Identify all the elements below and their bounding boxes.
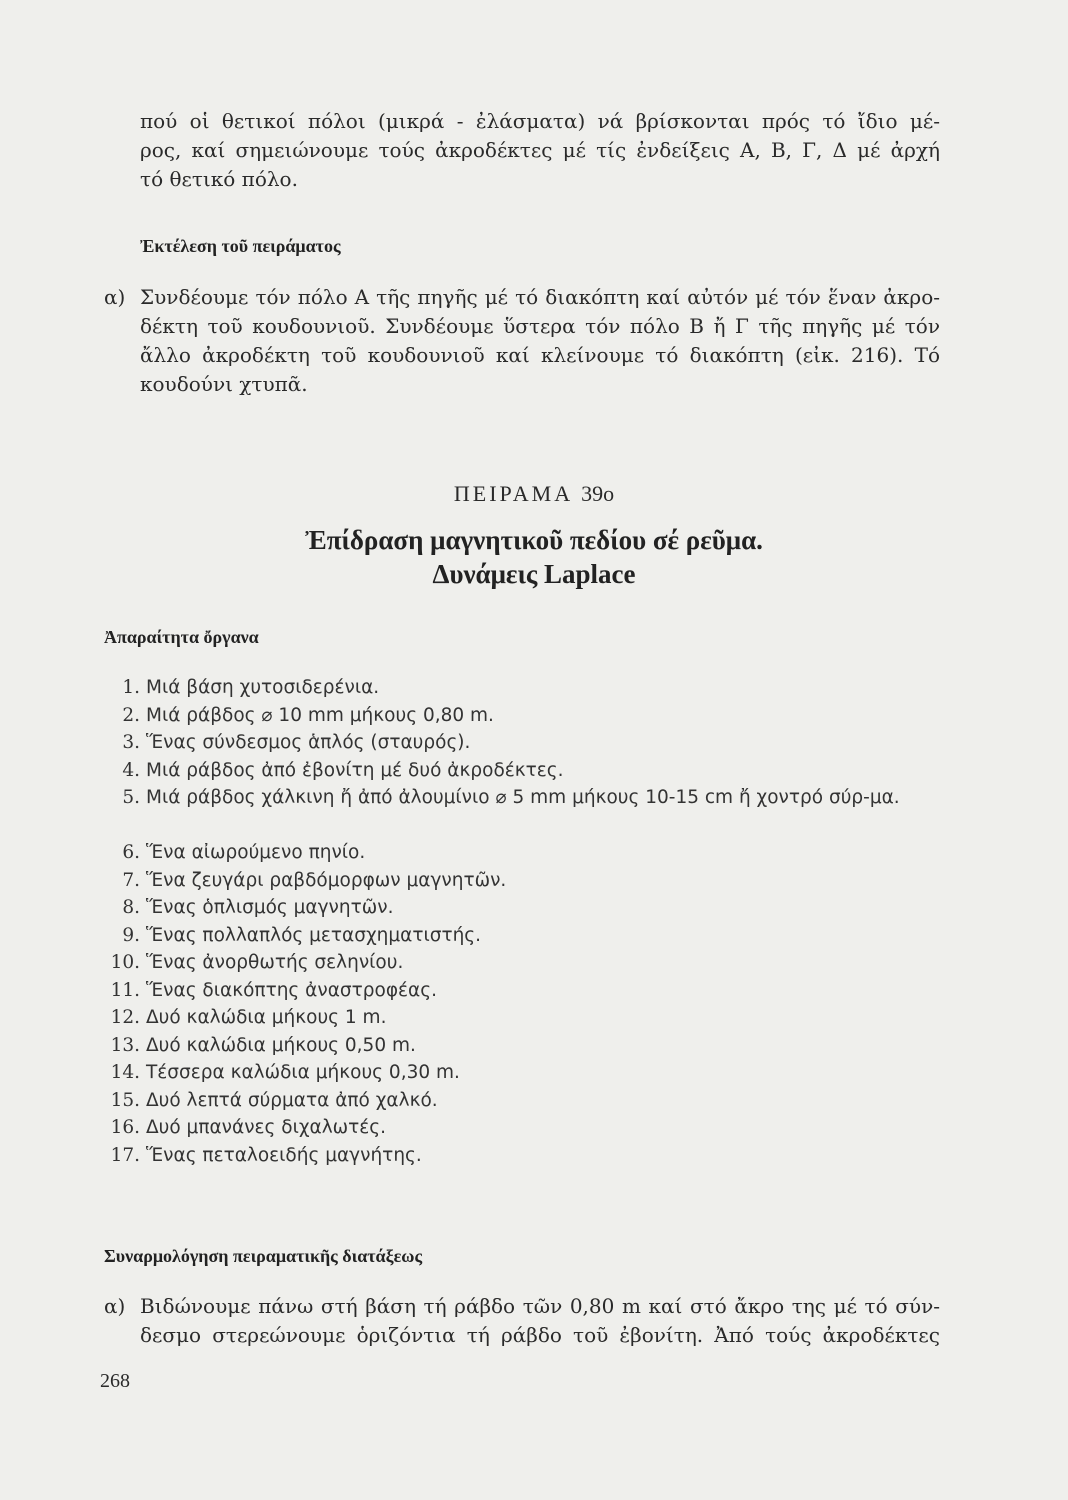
list-item: 5. Μιά ράβδος χάλκινη ἤ ἀπό ἀλουμίνιο ⌀ 5 mm μήκους 10-15 cm ἤ χοντρό σύρ-μα. <box>122 787 900 808</box>
section-heading-equipment: Ἀπαραίτητα ὄργανα <box>104 627 259 647</box>
list-item: 12. Δυό καλώδια μήκους 1 m. <box>110 1007 387 1028</box>
list-item: 3. Ἕνας σύνδεσμος ἁπλός (σταυρός). <box>122 732 471 753</box>
intro-paragraph <box>140 107 940 194</box>
text-line: τό θετικό πόλο. <box>140 167 298 191</box>
equipment-list <box>104 674 944 1169</box>
list-item: 7. Ἕνα ζευγάρι ραβδόμορφων μαγνητῶν. <box>122 869 507 891</box>
text-line: ρος, καί σημειώνουμε τούς ἀκροδέκτες μέ τίς ἐνδείξεις Α, Β, Γ, Δ μέ ἀρχή <box>140 138 940 162</box>
list-item: 14. Τέσσερα καλώδια μήκους 0,30 m. <box>110 1062 460 1083</box>
list-item: 17. Ἕνας πεταλοειδής μαγνήτης. <box>110 1144 422 1166</box>
experiment-subtitle-2: Δυνάμεις Laplace <box>432 559 636 589</box>
experiment-subtitle-1: Ἐπίδραση μαγνητικοῦ πεδίου σέ ρεῦμα. <box>305 525 763 555</box>
text-line: Βιδώνουμε πάνω στή βάση τή ράβδο τῶν 0,80 m καί στό ἄκρο της μέ τό σύν- <box>140 1294 940 1318</box>
page-number: 268 <box>100 1370 130 1392</box>
experiment-title-label: ΠΕΙΡΑΜΑ <box>453 481 574 506</box>
list-item: 8. Ἕνας ὁπλισμός μαγνητῶν. <box>122 897 394 918</box>
list-item: 15. Δυό λεπτά σύρματα ἀπό χαλκό. <box>110 1089 438 1111</box>
experiment-title <box>0 481 1068 507</box>
text-line: κουδούνι χτυπᾶ. <box>140 372 308 396</box>
step-label: α) <box>104 285 126 309</box>
list-item: 9. Ἕνας πολλαπλός μετασχηματιστής. <box>122 924 482 946</box>
step-label: α) <box>104 1294 126 1318</box>
section-heading-assembly: Συναρμολόγηση πειραματικῆς διατάξεως <box>104 1246 423 1266</box>
text-line: ἄλλο ἀκροδέκτη τοῦ κουδουνιοῦ καί κλείνουμε τό διακόπτη (εἰκ. 216). Τό <box>140 343 940 367</box>
list-item: 2. Μιά ράβδος ⌀ 10 mm μήκους 0,80 m. <box>122 704 494 726</box>
list-item: 11. Ἕνας διακόπτης ἀναστροφέας. <box>110 979 437 1001</box>
list-item: 13. Δυό καλώδια μήκους 0,50 m. <box>110 1034 416 1056</box>
list-item: 10. Ἕνας ἀνορθωτής σεληνίου. <box>110 952 404 973</box>
text-line: πού οἱ θετικοί πόλοι (μικρά - ἐλάσματα) νά βρίσκονται πρός τό ἴδιο μέ- <box>140 109 940 133</box>
experiment-number: 39ο <box>581 481 615 506</box>
section-heading-execution: Ἐκτέλεση τοῦ πειράματος <box>140 236 341 256</box>
text-line: δέκτη τοῦ κουδουνιοῦ. Συνδέουμε ὕστερα τόν πόλο Β ἤ Γ τῆς πηγῆς μέ τόν <box>140 314 940 338</box>
list-item: 1. Μιά βάση χυτοσιδερένια. <box>122 677 380 698</box>
list-item: 16. Δυό μπανάνες διχαλωτές. <box>110 1117 387 1138</box>
text-line: Συνδέουμε τόν πόλο Α τῆς πηγῆς μέ τό διακόπτη καί αὐτόν μέ τόν ἕναν ἀκρο- <box>140 285 940 309</box>
list-item: 6. Ἕνα αἰωρούμενο πηνίο. <box>122 842 366 863</box>
text-line: δεσμο στερεώνουμε ὁριζόντια τή ράβδο τοῦ ἐβονίτη. Ἀπό τούς ἀκροδέκτες <box>140 1323 940 1347</box>
list-item: 4. Μιά ράβδος ἀπό ἐβονίτη μέ δυό ἀκροδέκτες. <box>122 759 564 781</box>
